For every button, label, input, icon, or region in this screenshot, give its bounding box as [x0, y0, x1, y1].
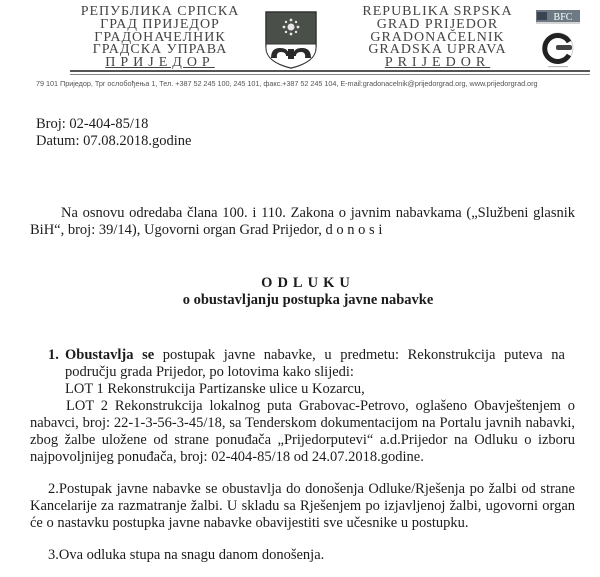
certification-logo-icon [538, 30, 578, 70]
letterhead-lat-line: REPUBLIKA SRPSKA [362, 4, 513, 19]
header-divider-thin [70, 74, 590, 75]
letterhead-cyr-line: РЕПУБЛИКА СРПСКА [80, 4, 240, 19]
item-1-description: postupak javne nabavke, u predmetu: Rekonstrukcija puteva na području grada Prijedor, po lotovima kako slijedi: [65, 347, 565, 380]
letterhead-latin [350, 6, 525, 70]
city-crest-icon [262, 8, 320, 70]
letterhead-lat-line: GRAD PRIJEDOR [376, 16, 499, 32]
document-date: Datum: 07.08.2018.godine [36, 133, 192, 149]
item-1-number: 1. [48, 347, 59, 363]
letterhead [0, 0, 600, 92]
header-divider [70, 70, 590, 72]
decision-subheading: o obustavljanju postupka javne nabavke [182, 292, 434, 308]
letterhead-cyr-line: ГРАДСКА УПРАВА [92, 42, 228, 58]
decision-heading: ODLUKU [261, 275, 355, 291]
letterhead-cyr-line: ГРАД ПРИЈЕДОР [100, 16, 220, 32]
contact-line: 79 101 Приједор, Трг ослобођења 1, Тел. +387 52 245 100, 245 101, факс.+387 52 245 104, E-mail:gradonacelnik@prijedorgrad.org, www.prijedorgrad.org [36, 79, 538, 88]
item-1-lot-1: LOT 1 Rekonstrukcija Partizanske ulice u Kozarcu, [65, 381, 365, 397]
intro-paragraph: Na osnovu odredaba člana 100. i 110. Zakona o javnim nabavkama („Službeni glasnik BiH“, broj: 39/14), Ugovorni organ Grad Prijedor, d o n o s i [30, 205, 575, 238]
item-2: 2.Postupak javne nabavke se obustavlja do donošenja Odluke/Rješenja po žalbi od strane Kancelarije za razmatranje žalbi. U skladu sa Rješenjem po izjavljenoj žalbi, ugovorni organ će o nastavku postupka javne nabavke obavijestiti sve učesnike u postupku. [30, 481, 575, 531]
letterhead-lat-city: PRIJEDOR [384, 55, 491, 71]
document-number: Broj: 02-404-85/18 [36, 116, 149, 132]
letterhead-lat-line: GRADONAČELNIK [370, 29, 505, 45]
letterhead-cyr-city: ПРИЈЕДОР [105, 55, 215, 71]
letterhead-lat-line: GRADSKA UPRAVA [368, 42, 507, 58]
item-1 [50, 347, 565, 398]
letterhead-cyr-line: ГРАДОНАЧЕЛНИК [94, 29, 226, 45]
item-1-text [65, 347, 565, 381]
bfc-logo-text: BFC [553, 12, 573, 23]
bfc-logo-icon [536, 10, 580, 24]
item-1-lot-2: LOT 2 Rekonstrukcija lokalnog puta Grabovac-Petrovo, oglašeno Obavještenjem o nabavci, broj: 22-1-3-56-3-45/18, sa Tenderskom dokumentacijom na Portalu javnih nabavki, zbog žalbe uložene od strane ponuđača „Prijedorputevi“ a.d.Prijedor na Odluku o izboru najpovoljnijeg ponuđača, broj: 02-404-85/18 od 24.07.2018.godine. [30, 398, 575, 465]
item-3: 3.Ova odluka stupa na snagu danom donošenja. [48, 547, 325, 563]
item-1-bold-lead: Obustavlja se [65, 347, 155, 363]
letterhead-cyrillic [70, 6, 250, 70]
document-meta [36, 116, 191, 150]
